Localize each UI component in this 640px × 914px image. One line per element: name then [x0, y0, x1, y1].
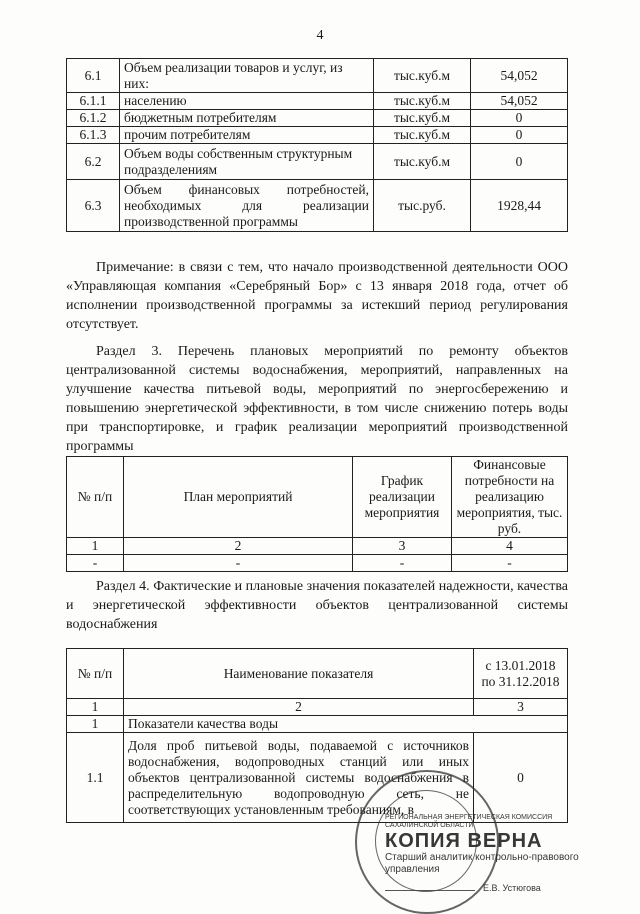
row-value: 0: [471, 110, 568, 127]
production-volume-table: [66, 58, 568, 232]
stamp-title: КОПИЯ ВЕРНА: [385, 830, 543, 852]
row-number: 6.1: [67, 59, 120, 93]
column-number: 3: [474, 699, 568, 716]
row-label: Объем реализации товаров и услуг, из них:: [120, 59, 374, 93]
table-header-row: [67, 457, 568, 538]
table-row: [67, 699, 568, 716]
table-row: [67, 93, 568, 110]
table-row: [67, 127, 568, 144]
measures-plan-table: [66, 456, 568, 572]
row-label: Показатели качества воды: [124, 716, 568, 733]
row-number: 6.1.1: [67, 93, 120, 110]
column-number: 1: [67, 538, 124, 555]
signature-line: [385, 876, 475, 891]
note-text: Примечание: в связи с тем, что начало производственной деятельности ООО «Управляющая компания «Серебряный Бор» с 13 января 2018 года, отчет об исполнении производственной программы за истекший период регулирования отсутствует.: [66, 260, 568, 332]
table-row: [67, 555, 568, 572]
header-cell: № п/п: [67, 457, 124, 538]
header-cell: Финансовые потребности на реализацию мероприятия, тыс. руб.: [452, 457, 568, 538]
indicators-table: [66, 648, 568, 823]
row-number: 6.1.3: [67, 127, 120, 144]
row-unit: тыс.руб.: [374, 180, 471, 232]
column-number: 2: [124, 538, 353, 555]
column-number: 4: [452, 538, 568, 555]
table-row: [67, 59, 568, 93]
row-label: прочим потребителям: [120, 127, 374, 144]
row-label: Объем финансовых потребностей, необходимых для реализации производственной программы: [120, 180, 374, 232]
section-4-heading: [66, 577, 568, 634]
row-value: 54,052: [471, 93, 568, 110]
header-cell: Наименование показателя: [124, 649, 474, 699]
table-cell: -: [67, 555, 124, 572]
column-number: 3: [353, 538, 452, 555]
row-label: бюджетным потребителям: [120, 110, 374, 127]
section-3-text: Раздел 3. Перечень плановых мероприятий по ремонту объектов централизованной системы водоснабжения, мероприятий, направленных на улучшение качества питьевой воды, мероприятий по энергосбережению и повышению энергетической эффективности, в том числе снижению потерь воды при транспортировке, и график реализации мероприятий производственной программы: [66, 344, 568, 454]
row-label: Доля проб питьевой воды, подаваемой с источников водоснабжения, водопроводных станций или иных объектов централизованной системы водоснабжения в распределительную водопроводную сеть, не соответствующих установленным требованиям, в: [124, 733, 474, 823]
page-number: 4: [316, 28, 324, 43]
table-row: [67, 110, 568, 127]
table-row: [67, 716, 568, 733]
table-row: [67, 733, 568, 823]
table-cell: -: [452, 555, 568, 572]
certified-copy-stamp: [385, 814, 581, 896]
row-number: 6.1.2: [67, 110, 120, 127]
stamp-name: Е.В. Устюгова: [483, 883, 541, 893]
row-number: 6.2: [67, 144, 120, 180]
row-unit: тыс.куб.м: [374, 127, 471, 144]
table-row: [67, 180, 568, 232]
section-3-heading: [66, 342, 568, 456]
table-row: [67, 538, 568, 555]
row-unit: тыс.куб.м: [374, 110, 471, 127]
table-row: [67, 144, 568, 180]
row-value: 54,052: [471, 59, 568, 93]
stamp-position: Старший аналитик контрольно-правового управления: [385, 852, 579, 875]
column-number: 2: [124, 699, 474, 716]
stamp-organization: РЕГИОНАЛЬНАЯ ЭНЕРГЕТИЧЕСКАЯ КОМИССИЯ САХАЛИНСКОЙ ОБЛАСТИ: [385, 814, 553, 829]
section-4-text: Раздел 4. Фактические и плановые значения показателей надежности, качества и энергетической эффективности объектов централизованной системы водоснабжения: [66, 579, 568, 632]
header-cell: План мероприятий: [124, 457, 353, 538]
row-value: 0: [471, 144, 568, 180]
row-unit: тыс.куб.м: [374, 93, 471, 110]
row-unit: тыс.куб.м: [374, 59, 471, 93]
row-label: Объем воды собственным структурным подразделениям: [120, 144, 374, 180]
header-cell: № п/п: [67, 649, 124, 699]
row-number: 1.1: [67, 733, 124, 823]
column-number: 1: [67, 699, 124, 716]
table-header-row: [67, 649, 568, 699]
row-number: 1: [67, 716, 124, 733]
row-unit: тыс.куб.м: [374, 144, 471, 180]
row-value: 0: [474, 733, 568, 823]
header-cell: График реализации мероприятия: [353, 457, 452, 538]
row-number: 6.3: [67, 180, 120, 232]
row-value: 1928,44: [471, 180, 568, 232]
row-label: населению: [120, 93, 374, 110]
note-paragraph: [66, 258, 568, 334]
header-cell: с 13.01.2018 по 31.12.2018: [474, 649, 568, 699]
table-cell: -: [353, 555, 452, 572]
table-cell: -: [124, 555, 353, 572]
row-value: 0: [471, 127, 568, 144]
